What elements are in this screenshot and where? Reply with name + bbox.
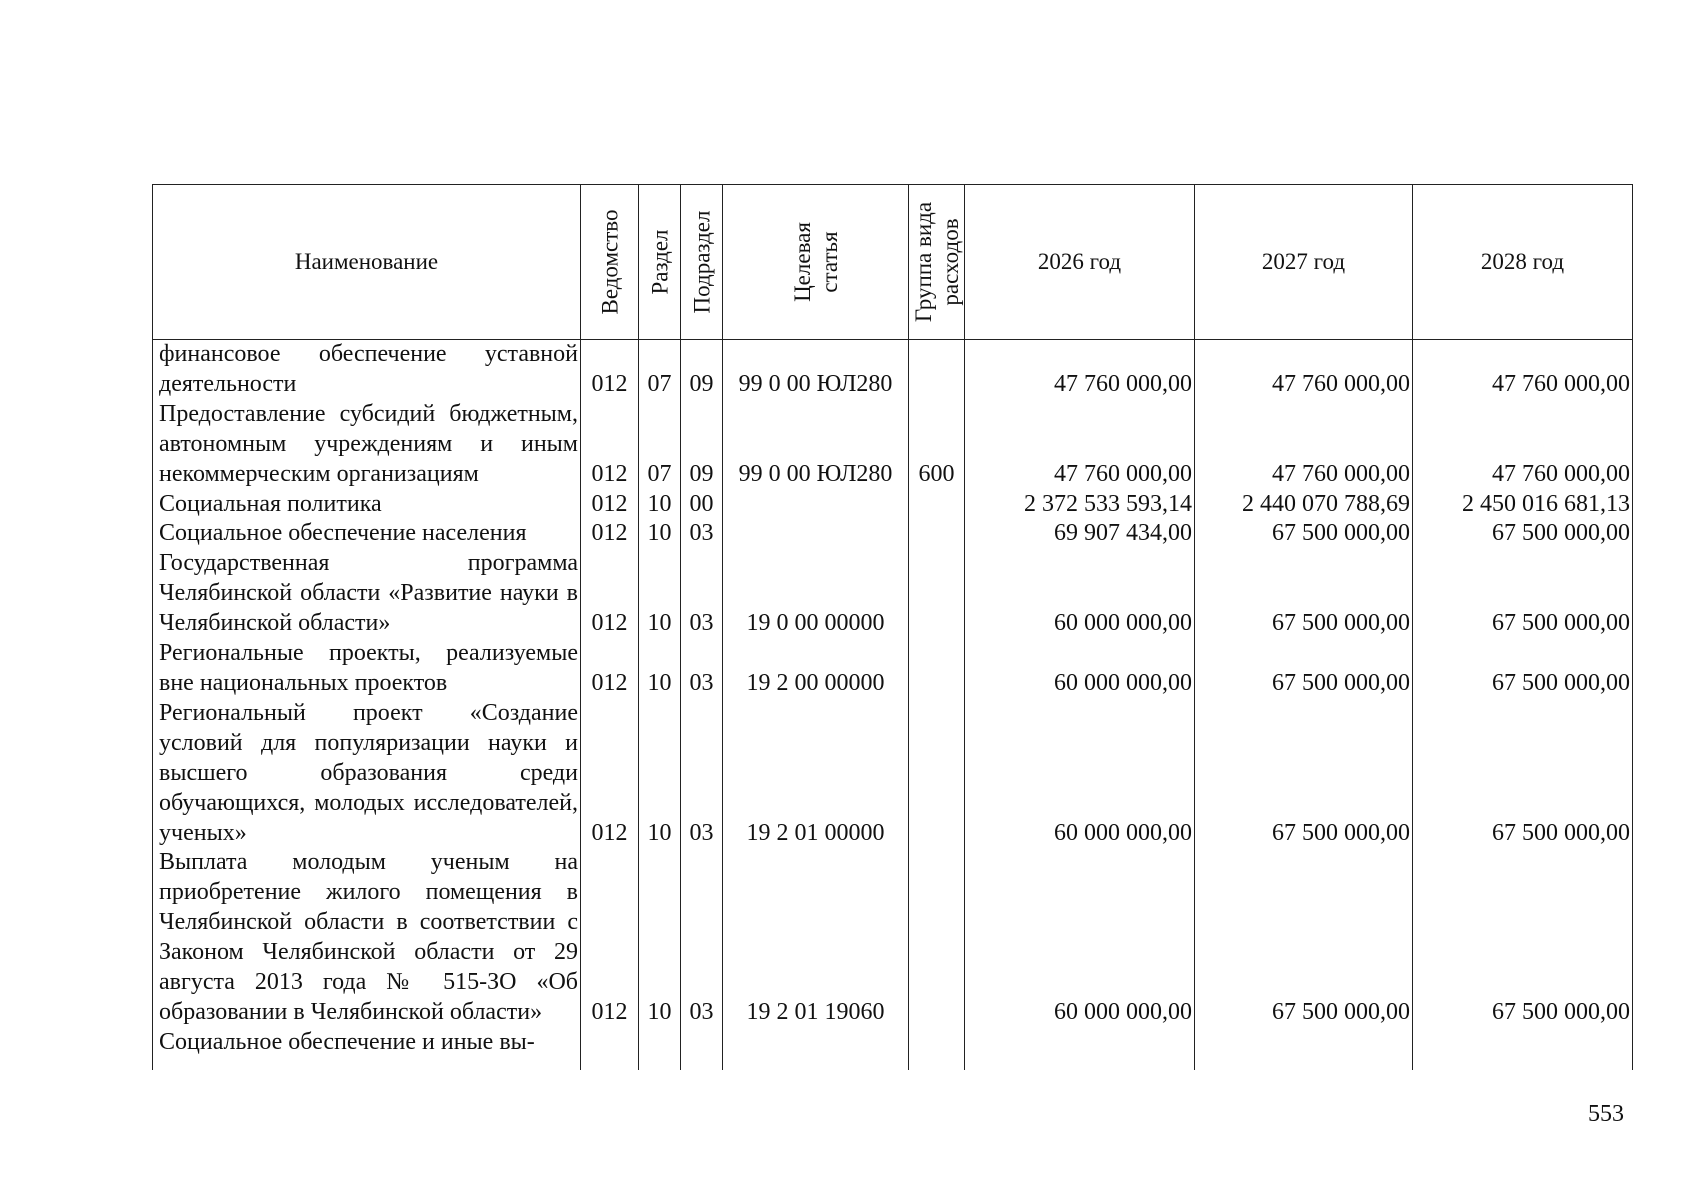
header-name: Наименование [153, 185, 581, 340]
header-target-article [723, 185, 909, 340]
row-name: Государственная программа Челябинской области «Развитие науки в Челябинской области» [153, 549, 581, 639]
header-year-2026: 2026 год [965, 185, 1195, 340]
row-name: Предоставление субсидий бюджетным, автономным учреждениям и иным некоммерческим организациям [153, 400, 581, 490]
row-amount-2028 [1413, 1028, 1633, 1058]
row-department: 012 [581, 519, 639, 549]
row-name: Выплата молодым ученым на приобретение жилого помещения в Челябинской области в соответствии с Законом Челябинской области от 29 августа 2013 года № 515-ЗО «Об образовании в Челябинской области» [153, 848, 581, 1027]
row-target-article: 19 2 01 00000 [723, 699, 909, 849]
header-target-article-line2: статья [816, 231, 842, 293]
row-target-article [723, 519, 909, 549]
row-section: 10 [639, 490, 681, 520]
row-name: финансовое обеспечение уставной деятельности [153, 340, 581, 400]
row-name: Социальная политика [153, 490, 581, 520]
row-target-article: 19 2 00 00000 [723, 639, 909, 699]
row-expense-group [909, 490, 965, 520]
row-amount-2028: 47 760 000,00 [1413, 340, 1633, 400]
header-year-2028: 2028 год [1413, 185, 1633, 340]
header-section [639, 185, 681, 340]
table-header-row [153, 185, 1633, 340]
row-expense-group [909, 519, 965, 549]
header-department-label: Ведомство [596, 209, 622, 315]
row-subsection: 03 [681, 848, 723, 1027]
table-row [153, 490, 1633, 520]
row-section: 07 [639, 400, 681, 490]
row-expense-group [909, 340, 965, 400]
row-department: 012 [581, 848, 639, 1027]
continuation-cell [909, 1058, 965, 1070]
row-department: 012 [581, 699, 639, 849]
row-amount-2027: 67 500 000,00 [1195, 848, 1413, 1027]
table-row [153, 519, 1633, 549]
row-department [581, 1028, 639, 1058]
row-amount-2026: 47 760 000,00 [965, 340, 1195, 400]
row-subsection: 09 [681, 400, 723, 490]
row-department: 012 [581, 549, 639, 639]
row-amount-2027: 67 500 000,00 [1195, 639, 1413, 699]
row-amount-2026 [965, 1028, 1195, 1058]
row-subsection: 03 [681, 549, 723, 639]
row-section [639, 1028, 681, 1058]
row-amount-2026: 60 000 000,00 [965, 639, 1195, 699]
continuation-cell [639, 1058, 681, 1070]
row-amount-2028: 67 500 000,00 [1413, 639, 1633, 699]
header-year-2027: 2027 год [1195, 185, 1413, 340]
row-target-article [723, 490, 909, 520]
row-amount-2027: 67 500 000,00 [1195, 519, 1413, 549]
table-row [153, 699, 1633, 849]
continuation-cell [1195, 1058, 1413, 1070]
row-expense-group [909, 848, 965, 1027]
row-target-article: 99 0 00 ЮЛ280 [723, 400, 909, 490]
table-row [153, 639, 1633, 699]
row-subsection: 03 [681, 639, 723, 699]
row-department: 012 [581, 639, 639, 699]
header-expense-group-line1: Группа вида [910, 201, 936, 323]
row-department: 012 [581, 400, 639, 490]
row-amount-2027: 47 760 000,00 [1195, 340, 1413, 400]
table-row [153, 400, 1633, 490]
table-continuation-row [153, 1058, 1633, 1070]
table-row [153, 340, 1633, 400]
page-number: 553 [1588, 1101, 1624, 1127]
row-department: 012 [581, 490, 639, 520]
table-row [153, 549, 1633, 639]
continuation-cell [1413, 1058, 1633, 1070]
row-subsection: 09 [681, 340, 723, 400]
row-amount-2027 [1195, 1028, 1413, 1058]
row-amount-2026: 60 000 000,00 [965, 549, 1195, 639]
header-expense-group-line2: расходов [937, 218, 963, 306]
row-amount-2026: 69 907 434,00 [965, 519, 1195, 549]
row-expense-group [909, 699, 965, 849]
header-subsection-label: Подраздел [688, 210, 714, 314]
row-subsection: 03 [681, 519, 723, 549]
row-name: Социальное обеспечение и иные вы- [153, 1028, 581, 1058]
row-amount-2027: 67 500 000,00 [1195, 549, 1413, 639]
row-target-article [723, 1028, 909, 1058]
row-section: 10 [639, 639, 681, 699]
row-amount-2028: 67 500 000,00 [1413, 519, 1633, 549]
row-amount-2027: 2 440 070 788,69 [1195, 490, 1413, 520]
row-amount-2026: 60 000 000,00 [965, 699, 1195, 849]
row-target-article: 99 0 00 ЮЛ280 [723, 340, 909, 400]
table-row [153, 848, 1633, 1027]
row-name: Социальное обеспечение населения [153, 519, 581, 549]
continuation-cell [581, 1058, 639, 1070]
row-amount-2028: 67 500 000,00 [1413, 699, 1633, 849]
row-target-article: 19 0 00 00000 [723, 549, 909, 639]
table-row [153, 1028, 1633, 1058]
row-section: 10 [639, 848, 681, 1027]
row-name: Региональные проекты, реализуемые вне национальных проектов [153, 639, 581, 699]
header-department [581, 185, 639, 340]
row-section: 10 [639, 519, 681, 549]
row-amount-2026: 47 760 000,00 [965, 400, 1195, 490]
row-department: 012 [581, 340, 639, 400]
row-expense-group [909, 1028, 965, 1058]
budget-table [152, 184, 1633, 1070]
row-amount-2026: 60 000 000,00 [965, 848, 1195, 1027]
continuation-cell [153, 1058, 581, 1070]
header-section-label: Раздел [646, 229, 672, 295]
header-expense-group [909, 185, 965, 340]
row-section: 07 [639, 340, 681, 400]
continuation-cell [965, 1058, 1195, 1070]
continuation-cell [681, 1058, 723, 1070]
row-subsection: 00 [681, 490, 723, 520]
row-expense-group [909, 639, 965, 699]
header-target-article-line1: Целевая [789, 222, 815, 302]
row-amount-2026: 2 372 533 593,14 [965, 490, 1195, 520]
row-expense-group: 600 [909, 400, 965, 490]
row-section: 10 [639, 699, 681, 849]
continuation-cell [723, 1058, 909, 1070]
header-subsection [681, 185, 723, 340]
row-target-article: 19 2 01 19060 [723, 848, 909, 1027]
row-expense-group [909, 549, 965, 639]
row-section: 10 [639, 549, 681, 639]
row-subsection: 03 [681, 699, 723, 849]
row-name: Региональный проект «Создание условий для популяризации науки и высшего образования среди обучающихся, молодых исследователей, ученых» [153, 699, 581, 849]
row-subsection [681, 1028, 723, 1058]
row-amount-2028: 67 500 000,00 [1413, 848, 1633, 1027]
row-amount-2028: 2 450 016 681,13 [1413, 490, 1633, 520]
row-amount-2028: 47 760 000,00 [1413, 400, 1633, 490]
row-amount-2027: 67 500 000,00 [1195, 699, 1413, 849]
row-amount-2027: 47 760 000,00 [1195, 400, 1413, 490]
row-amount-2028: 67 500 000,00 [1413, 549, 1633, 639]
